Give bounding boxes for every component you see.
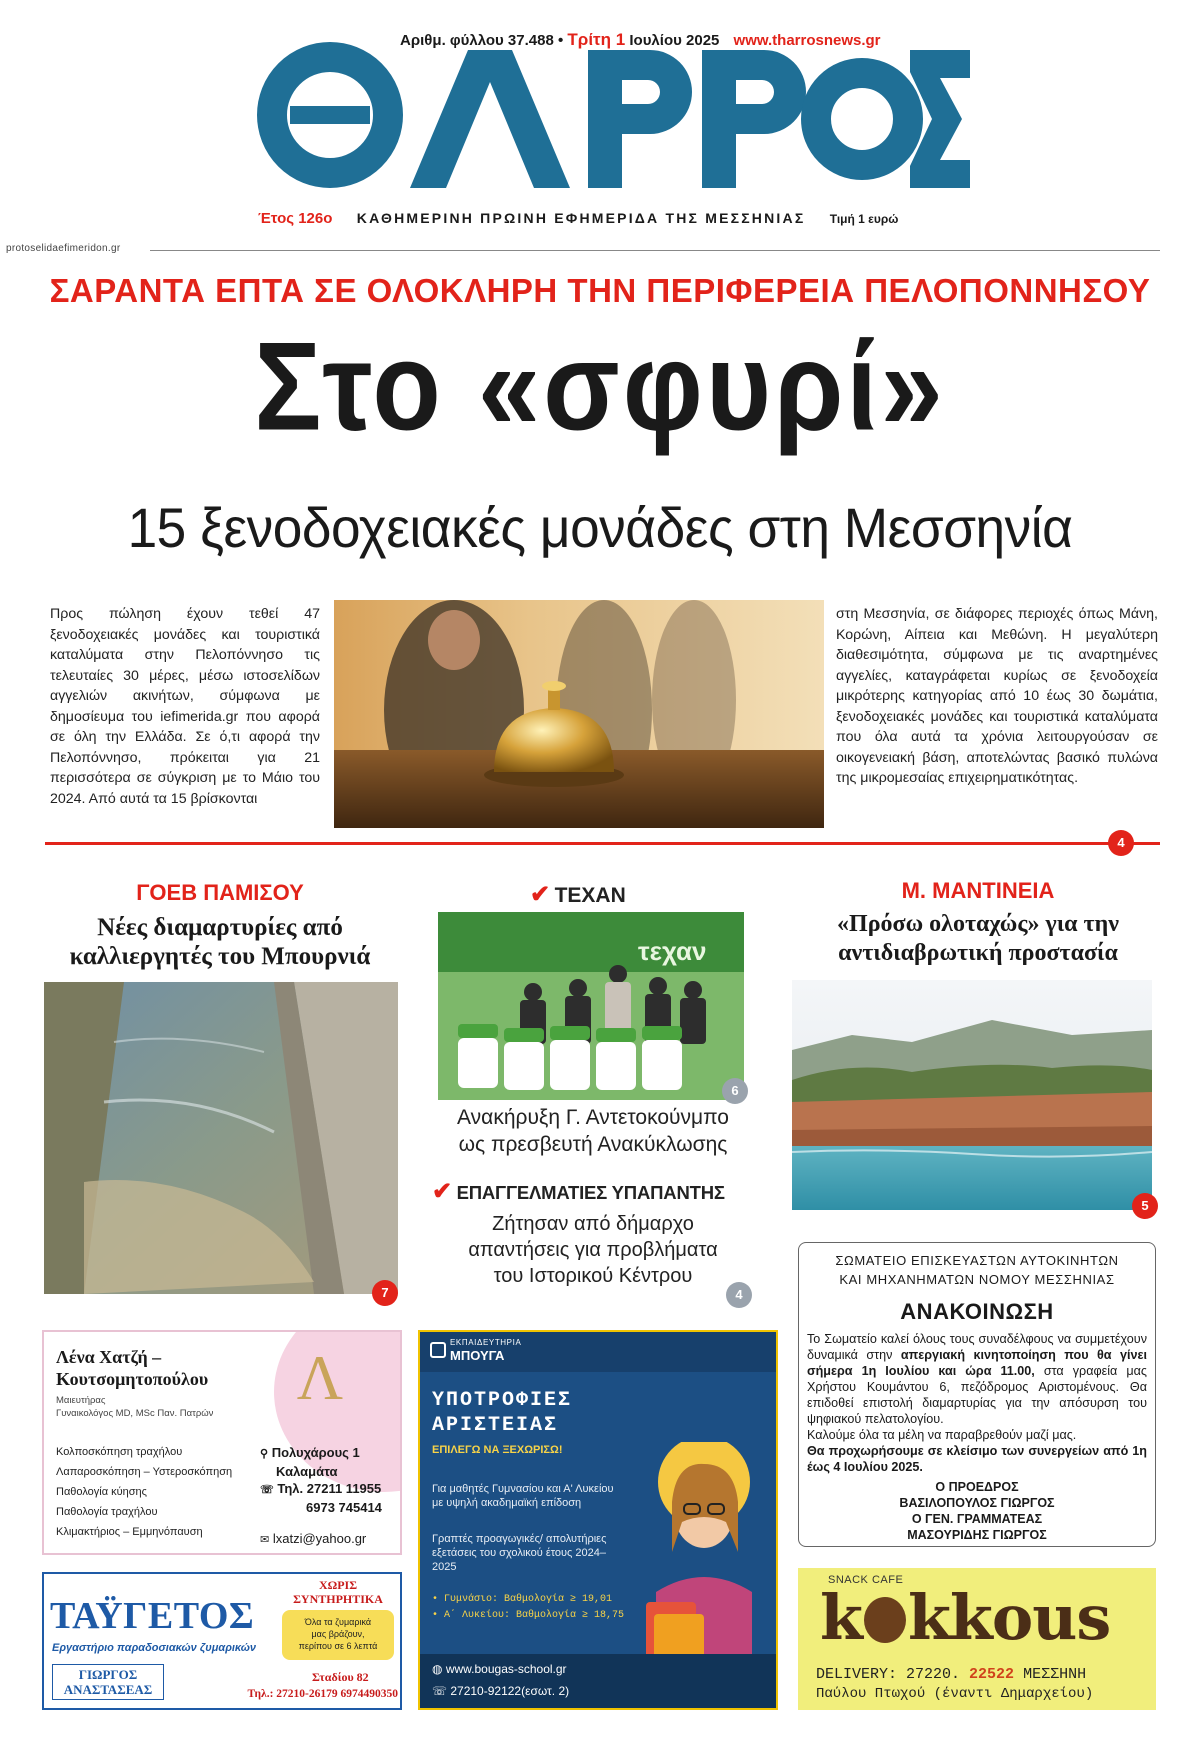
logo-rho-1: [588, 50, 692, 188]
site-credit: protoselidaefimeridon.gr: [6, 243, 121, 254]
ad-doctor-phone-1: Τηλ. 27211 11955: [277, 1481, 382, 1496]
ad-doctor-service: Παθολογία τραχήλου: [56, 1506, 158, 1518]
ad-taygetos-brand: ΤΑΫΓΕΤΟΣ: [50, 1595, 255, 1637]
notice-sign-1: Ο ΠΡΟΕΔΡΟΣ: [935, 1480, 1019, 1494]
canal-photo: [44, 982, 398, 1294]
ad-taygetos-note: [282, 1610, 394, 1660]
price-label: Τιμή 1 ευρώ: [829, 212, 899, 226]
ad-taygetos-owner-1: ΓΙΩΡΓΟΣ: [78, 1667, 138, 1682]
center-story2-caption-line1: Ζήτησαν από δήμαρχο: [492, 1213, 694, 1235]
ad-school-title: [432, 1388, 572, 1438]
ad-doctor-phone-2: 6973 745414: [306, 1500, 382, 1515]
ad-kokkous-brand-2: kkous: [907, 1581, 1111, 1654]
ad-taygetos-pasta[interactable]: [42, 1572, 402, 1710]
ad-kokkous-tag: SNACK CAFE: [828, 1574, 904, 1586]
ad-school-brand: ΜΠΟΥΓΑ: [450, 1348, 505, 1363]
center-story-kicker: ΤΕΧΑΝ: [554, 884, 626, 907]
ad-kokkous-town: ΜΕΣΣΗΝΗ: [1023, 1666, 1087, 1683]
notice-sign-3: Ο ΓΕΝ. ΓΡΑΜΜΑΤΕΑΣ: [911, 1512, 1043, 1526]
union-notice: [798, 1242, 1156, 1547]
logo-omicron: [816, 73, 908, 165]
school-logo-icon: [430, 1342, 446, 1358]
ad-taygetos-note-1: Όλα τα ζυμαρικά: [304, 1617, 372, 1627]
notice-sign-4: ΜΑΣΟΥΡΙΔΗΣ ΓΙΩΡΓΟΣ: [907, 1528, 1047, 1542]
ad-school-grade-2: • Α΄ Λυκείου: Βαθμολογία ≥ 18,75: [432, 1610, 625, 1621]
lead-text-left: Προς πώληση έχουν τεθεί 47 ξενοδοχειακές μονάδες και τουριστικά καταλύματα στην Πελοπόννησο τις τελευταίες 30 μέρες, μέσω ιστοσελίδων αγγελιών ακινήτων, σύμφωνα με δημοσίευμα του iefimerida.gr που αφορά σε όλη την Ελλάδα. Σε ό,τι αφορά την Πελοπόννησο, πρόκειται για 21 περισσότερα σε σύγκριση με το Μάιο του 2024. Από αυτά τα 15 βρίσκονται: [50, 606, 320, 807]
center-story2-page-badge[interactable]: 4: [726, 1282, 752, 1308]
ad-doctor-monogram: Λ: [296, 1342, 344, 1413]
center-story-caption[interactable]: [428, 1104, 758, 1158]
ad-taygetos-tag2: ΣΥΝΤΗΡΗΤΙΚΑ: [293, 1592, 383, 1606]
ad-school-grade-1: • Γυμνάσιο: Βαθμολογία ≥ 19,01: [432, 1594, 613, 1605]
ad-doctor-service: Παθολογία κύησης: [56, 1486, 147, 1498]
lead-text-right: στη Μεσσηνία, σε διάφορες περιοχές όπως Μάνη, Κορώνη, Αίπεια και Μεθώνη. Η μεγαλύτερη διαθεσιμότητα, σύμφωνα με τις αναρτημένες αγγελίες, καταγράφεται κυρίως σε ξενοδοχεία μικρότερης κατηγορίας από 10 έως 30 δωμάτια, ξενοδοχειακές μονάδες και τουριστικά καταλύματα που όλα αυτά τα χρόνια λειτουργούσαν σε οικογενειακή βάση, αποτελώντας βασικό πυλώνα της μικρομεσαίας επιχειρηματικότητας.: [836, 606, 1158, 786]
notice-body-bold: απεργιακή κινητοποίηση που θα γίνει σήμερα 1η Ιουλίου και ώρα 11.00,: [807, 1348, 1147, 1378]
location-pin-icon: ⚲: [260, 1448, 269, 1460]
center-story2-kicker: ΕΠΑΓΓΕΛΜΑΤΙΕΣ ΥΠΑΠΑΝΤΗΣ: [456, 1182, 725, 1203]
ad-taygetos-owner-2: ΑΝΑΣΤΑΣΕΑΣ: [63, 1682, 153, 1697]
right-story-kicker: Μ. ΜΑΝΤΙΝΕΙΑ: [901, 878, 1055, 903]
left-story-kicker: ΓΟΕΒ ΠΑΜΙΣΟΥ: [136, 880, 304, 905]
right-story-title-line1: «Πρόσω ολοταχώς» για την: [837, 911, 1119, 937]
ad-taygetos-owner: [52, 1664, 164, 1700]
left-story-title[interactable]: [40, 913, 400, 971]
check-icon: ✔: [530, 881, 551, 908]
masthead-subline: [258, 210, 958, 227]
notice-header-line1: ΣΩΜΑΤΕΙΟ ΕΠΙΣΚΕΥΑΣΤΩΝ ΑΥΤΟΚΙΝΗΤΩΝ: [835, 1253, 1119, 1268]
notice-body: [799, 1325, 1155, 1475]
ad-bougas-school[interactable]: [418, 1330, 778, 1710]
ad-doctor-service: Κλιμακτήριος – Εμμηνόπαυση: [56, 1526, 203, 1538]
ad-school-text-1: Για μαθητές Γυμνασίου και Α' Λυκείου με υψηλή ακαδημαϊκή επίδοση: [432, 1483, 614, 1509]
globe-icon: ◍: [432, 1662, 443, 1676]
website-link[interactable]: www.tharrosnews.gr: [733, 32, 881, 49]
ad-kokkous-brand-1: k: [820, 1581, 862, 1654]
year-label: Έτος 126ο: [258, 210, 333, 227]
ad-doctor-service: Κολποσκόπηση τραχήλου: [56, 1446, 183, 1458]
ad-doctor-role-line2: Γυναικολόγος MD, MSc Παν. Πατρών: [56, 1408, 214, 1419]
ad-school-phone: 27210-92122(εσωτ. 2): [450, 1684, 570, 1698]
texan-event-photo: [438, 912, 744, 1100]
right-story-title[interactable]: [800, 910, 1156, 968]
ad-school-title-line1: ΥΠΟΤΡΟΦΙΕΣ: [432, 1389, 573, 1412]
section-divider: [45, 842, 1160, 845]
ad-doctor-email[interactable]: lxatzi@yahoo.gr: [272, 1531, 367, 1546]
hotel-reception-photo: [334, 600, 824, 828]
ad-kokkous-cafe[interactable]: [798, 1568, 1156, 1710]
ad-kokkous-delivery-row: [816, 1666, 1086, 1683]
notice-header-line2: ΚΑΙ ΜΗΧΑΝΗΜΑΤΩΝ ΝΟΜΟΥ ΜΕΣΣΗΝΙΑΣ: [839, 1272, 1115, 1287]
ad-taygetos-sub: Εργαστήριο παραδοσιακών ζυμαρικών: [52, 1642, 257, 1654]
notice-header: [799, 1251, 1155, 1289]
issue-number: Αριθμ. φύλλου 37.488: [400, 32, 554, 49]
center-story2-caption[interactable]: [428, 1211, 758, 1289]
notice-sign-2: ΒΑΣΙΛΟΠΟΥΛΟΣ ΓΙΩΡΓΟΣ: [899, 1496, 1055, 1510]
notice-title: ΑΝΑΚΟΙΝΩΣΗ: [900, 1299, 1054, 1324]
coast-photo: [792, 980, 1152, 1210]
ad-taygetos-tag: [280, 1578, 396, 1606]
ad-doctor-services: [56, 1442, 232, 1542]
ad-doctor-name: [56, 1346, 208, 1390]
issue-bullet: •: [557, 32, 564, 49]
ad-doctor-name-line2: Κουτσομητοπούλου: [56, 1369, 209, 1389]
ad-taygetos-address: Σταδίου 82: [312, 1670, 369, 1684]
coffee-bean-icon: [864, 1597, 906, 1643]
notice-body-1: Το Σωματείο καλεί όλους τους συναδέλφους να συμμετέχουν δυναμικά στην: [807, 1332, 1147, 1362]
notice-body-2: στα γραφεία μας Χρήστου Κουμάντου 6, πεζόδρομος Αριστομένους. Θα επιδοθεί επιστολή διαμαρτυρίας για την απόσυρση του ψηφιακού πελατολογίου.: [807, 1364, 1147, 1426]
lead-page-badge[interactable]: 4: [1108, 830, 1134, 856]
ad-kokkous-delivery: DELIVERY: 27220.: [816, 1666, 961, 1683]
ad-taygetos-tag1: ΧΩΡΙΣ: [318, 1578, 358, 1592]
ad-doctor-role: [56, 1394, 213, 1420]
lead-subhead: 15 ξενοδοχειακές μονάδες στη Μεσσηνία: [127, 496, 1073, 559]
center-story-kicker-row: [530, 880, 730, 909]
notice-signatures: [799, 1479, 1155, 1543]
ad-kokkous-brand: [820, 1582, 1110, 1654]
ad-doctor-role-line1: Μαιευτήρας: [56, 1395, 106, 1406]
center-story2-caption-line2: απαντήσεις για προβλήματα: [468, 1239, 718, 1261]
issue-day: Τρίτη 1: [567, 30, 626, 49]
ad-school-web-row: [432, 1662, 567, 1676]
ad-doctor-service: Λαπαροσκόπηση – Υστεροσκόπηση: [56, 1466, 233, 1478]
ad-school-web[interactable]: www.bougas-school.gr: [445, 1662, 567, 1676]
ad-school-phone-row: [432, 1684, 569, 1698]
left-story-page-badge[interactable]: 7: [372, 1280, 398, 1306]
ad-taygetos-phone: Τηλ.: 27210-26179 6974490350: [247, 1688, 398, 1700]
ad-taygetos-note-2: μας βράζουν,: [311, 1629, 365, 1639]
ad-kokkous-delivery-number: 22522: [969, 1666, 1015, 1683]
ad-school-small: ΕΚΠΑΙΔΕΥΤΗΡΙΑ: [450, 1338, 522, 1347]
logo-alpha: [410, 50, 570, 188]
ad-gynecologist[interactable]: [42, 1330, 402, 1555]
mail-icon: ✉: [260, 1534, 270, 1546]
lead-headline[interactable]: Στο «σφυρί»: [254, 316, 946, 457]
center-story-page-badge[interactable]: 6: [722, 1078, 748, 1104]
left-story-title-line2: καλλιεργητές του Μπουρνιά: [69, 943, 371, 970]
ad-doctor-name-line1: Λένα Χατζή –: [56, 1347, 162, 1367]
check-icon-2: ✔: [432, 1178, 453, 1205]
right-story-title-line2: αντιδιαβρωτική προστασία: [838, 940, 1118, 966]
newspaper-logo: [250, 20, 970, 190]
center-story-caption-line1: Ανακήρυξη Γ. Αντετοκούνμπο: [457, 1106, 729, 1129]
ad-school-text-2: Γραπτές προαγωγικές/ απολυτήριες εξετάσεις του σχολικού έτους 2024–2025: [432, 1533, 607, 1573]
center-story-caption-line2: ως πρεσβευτή Ανακύκλωσης: [458, 1133, 728, 1156]
ad-doctor-address-1: Πολυχάρους 1: [271, 1445, 360, 1460]
tagline: ΚΑΘΗΜΕΡΙΝΗ ΠΡΩΙΝΗ ΕΦΗΜΕΡΙΔΑ ΤΗΣ ΜΕΣΣΗΝΙΑΣ: [356, 210, 806, 226]
phone-icon: ☏: [260, 1484, 274, 1496]
texan-banner-text: τεχαν: [638, 936, 707, 966]
logo-rho-2: [702, 50, 806, 188]
masthead-rule: [150, 250, 1160, 251]
notice-body-4: Θα προχωρήσουμε σε κλείσιμο των συνεργείων από 1η έως 4 Ιουλίου 2025.: [807, 1444, 1147, 1474]
logo-theta-bar: [290, 106, 370, 124]
ad-school-slogan: ΕΠΙΛΕΓΩ ΝΑ ΞΕΧΩΡΙΣΩ!: [432, 1444, 563, 1456]
lead-kicker: ΣΑΡΑΝΤΑ ΕΠΤΑ ΣΕ ΟΛΟΚΛΗΡΗ ΤΗΝ ΠΕΡΙΦΕΡΕΙΑ ΠΕΛΟΠΟΝΝΗΣΟΥ: [49, 272, 1151, 309]
center-story2-caption-line3: του Ιστορικού Κέντρου: [493, 1265, 693, 1287]
center-story2-kicker-row: [432, 1177, 772, 1206]
ad-doctor-contact: [260, 1444, 382, 1549]
notice-body-3: Καλούμε όλα τα μέλη να παραβρεθούν μαζί μας.: [807, 1428, 1077, 1442]
issue-date: Ιουλίου 2025: [629, 32, 720, 49]
ad-taygetos-note-3: περίπου σε 6 λεπτά: [298, 1641, 378, 1651]
ad-kokkous-address: Παύλου Πτωχού (έναντι Δημαρχείου): [816, 1686, 1094, 1702]
ad-school-title-line2: ΑΡΙΣΤΕΙΑΣ: [432, 1414, 559, 1437]
left-story-title-line1: Νέες διαμαρτυρίες από: [97, 914, 343, 941]
right-story-page-badge[interactable]: 5: [1132, 1193, 1158, 1219]
ad-doctor-address-2: Καλαμάτα: [276, 1464, 338, 1479]
phone-icon-2: ☏: [432, 1684, 448, 1698]
ad-school-grades: [432, 1592, 624, 1624]
